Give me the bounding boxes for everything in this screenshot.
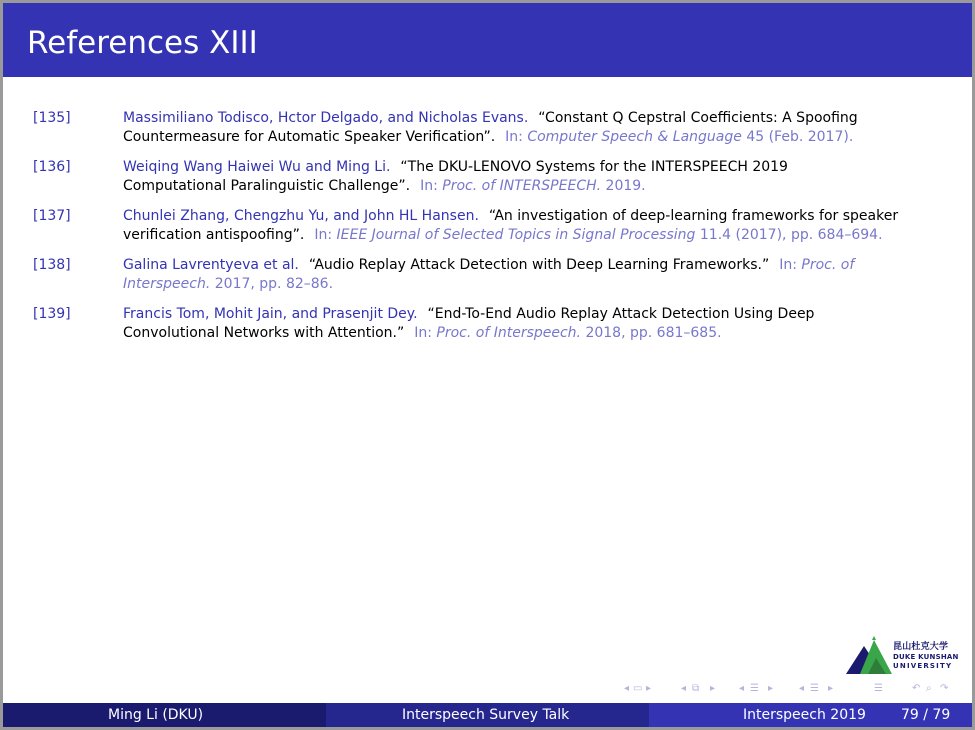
nav-search-icon[interactable]: ⌕ (926, 683, 932, 694)
nav-next-part-icon[interactable]: ▸ (828, 683, 834, 694)
reference-label[interactable]: [138] (33, 257, 71, 273)
reference-label[interactable]: [136] (33, 159, 71, 175)
reference-title-cont: verification antispoofing”. (123, 227, 305, 243)
dku-logo-icon (846, 636, 892, 676)
reference-body (123, 109, 923, 147)
reference-venue-rest: 2018, pp. 681–685. (585, 325, 722, 341)
logo-chinese: 昆山杜克大学 (893, 642, 949, 652)
reference-item (3, 207, 972, 256)
nav-back-icon[interactable]: ↶ (912, 683, 921, 694)
reference-label[interactable]: [139] (33, 306, 71, 322)
nav-next-subsection-icon[interactable]: ▸ (710, 683, 716, 694)
beamer-navigation (624, 682, 969, 696)
reference-venue: Proc. of INTERSPEECH. (442, 178, 602, 194)
reference-title: “Audio Replay Attack Detection with Deep Learning Frameworks.” (308, 257, 770, 273)
reference-in: In: (414, 325, 432, 341)
dku-logo-text (893, 642, 969, 671)
nav-subsection-icon[interactable]: ⧉ (692, 683, 700, 694)
footer-talk-segment (326, 703, 649, 727)
reference-title: “Constant Q Cepstral Coefficients: A Spoofing (538, 110, 858, 126)
dku-logo (846, 636, 966, 676)
title-bar (3, 3, 972, 77)
nav-frame-icon[interactable]: ▭ (633, 683, 643, 694)
nav-part-icon[interactable]: ☰ (810, 683, 819, 694)
reference-body (123, 256, 923, 294)
reference-title-cont: Countermeasure for Automatic Speaker Verification”. (123, 129, 496, 145)
footer-talk-title: Interspeech Survey Talk (402, 707, 570, 723)
reference-body (123, 158, 923, 196)
nav-forward-icon[interactable]: ↷ (940, 683, 949, 694)
reference-in: In: (420, 178, 438, 194)
footer-page-number: 79 / 79 (901, 707, 951, 723)
logo-line2: DUKE KUNSHAN (893, 653, 959, 661)
reference-title: “The DKU-LENOVO Systems for the INTERSPEECH 2019 (400, 159, 788, 175)
logo-line3: UNIVERSITY (893, 662, 953, 670)
reference-item (3, 256, 972, 305)
reference-title: “End-To-End Audio Replay Attack Detection Using Deep (427, 306, 815, 322)
footer-event: Interspeech 2019 (743, 707, 866, 723)
reference-label[interactable]: [137] (33, 208, 71, 224)
reference-authors: Francis Tom, Mohit Jain, and Prasenjit Dey. (123, 306, 418, 322)
footer-author: Ming Li (DKU) (108, 707, 204, 723)
footer-bar (3, 703, 972, 727)
nav-prev-part-icon[interactable]: ◂ (799, 683, 805, 694)
reference-authors: Massimiliano Todisco, Hctor Delgado, and Nicholas Evans. (123, 110, 529, 126)
reference-title: “An investigation of deep-learning frameworks for speaker (488, 208, 899, 224)
reference-item (3, 305, 972, 354)
reference-authors: Galina Lavrentyeva et al. (123, 257, 299, 273)
reference-venue: Proc. of Interspeech. (436, 325, 581, 341)
reference-item (3, 109, 972, 158)
nav-prev-frame-icon[interactable]: ◂ (624, 683, 630, 694)
footer-event-segment (649, 703, 972, 727)
reference-list (3, 109, 972, 354)
reference-in: In: (505, 129, 523, 145)
slide-title: References XIII (27, 25, 258, 61)
reference-venue: IEEE Journal of Selected Topics in Signal Processing (336, 227, 696, 243)
reference-item (3, 158, 972, 207)
reference-venue-rest: 11.4 (2017), pp. 684–694. (699, 227, 883, 243)
reference-authors: Chunlei Zhang, Chengzhu Yu, and John HL Hansen. (123, 208, 479, 224)
footer-author-segment (3, 703, 326, 727)
reference-venue: Proc. of (801, 257, 855, 273)
reference-body (123, 305, 923, 343)
reference-venue-rest: 2017, pp. 82–86. (214, 276, 334, 292)
nav-toc-icon[interactable]: ☰ (874, 683, 883, 694)
reference-venue-rest: 2019. (605, 178, 646, 194)
reference-in: In: (314, 227, 333, 243)
nav-next-section-icon[interactable]: ▸ (768, 683, 774, 694)
reference-title-cont: Computational Paralinguistic Challenge”. (123, 178, 411, 194)
reference-in: In: (779, 257, 797, 273)
reference-venue: Computer Speech & Language (527, 129, 742, 145)
nav-next-frame-icon[interactable]: ▸ (646, 683, 652, 694)
reference-authors: Weiqing Wang Haiwei Wu and Ming Li. (123, 159, 391, 175)
nav-prev-subsection-icon[interactable]: ◂ (681, 683, 687, 694)
nav-section-icon[interactable]: ☰ (750, 683, 759, 694)
reference-body (123, 207, 923, 245)
reference-venue-rest: 45 (Feb. 2017). (746, 129, 854, 145)
slide (3, 3, 972, 727)
reference-label[interactable]: [135] (33, 110, 71, 126)
nav-prev-section-icon[interactable]: ◂ (739, 683, 745, 694)
reference-title-cont: Convolutional Networks with Attention.” (123, 325, 405, 341)
reference-venue-cont: Interspeech. (123, 276, 211, 292)
